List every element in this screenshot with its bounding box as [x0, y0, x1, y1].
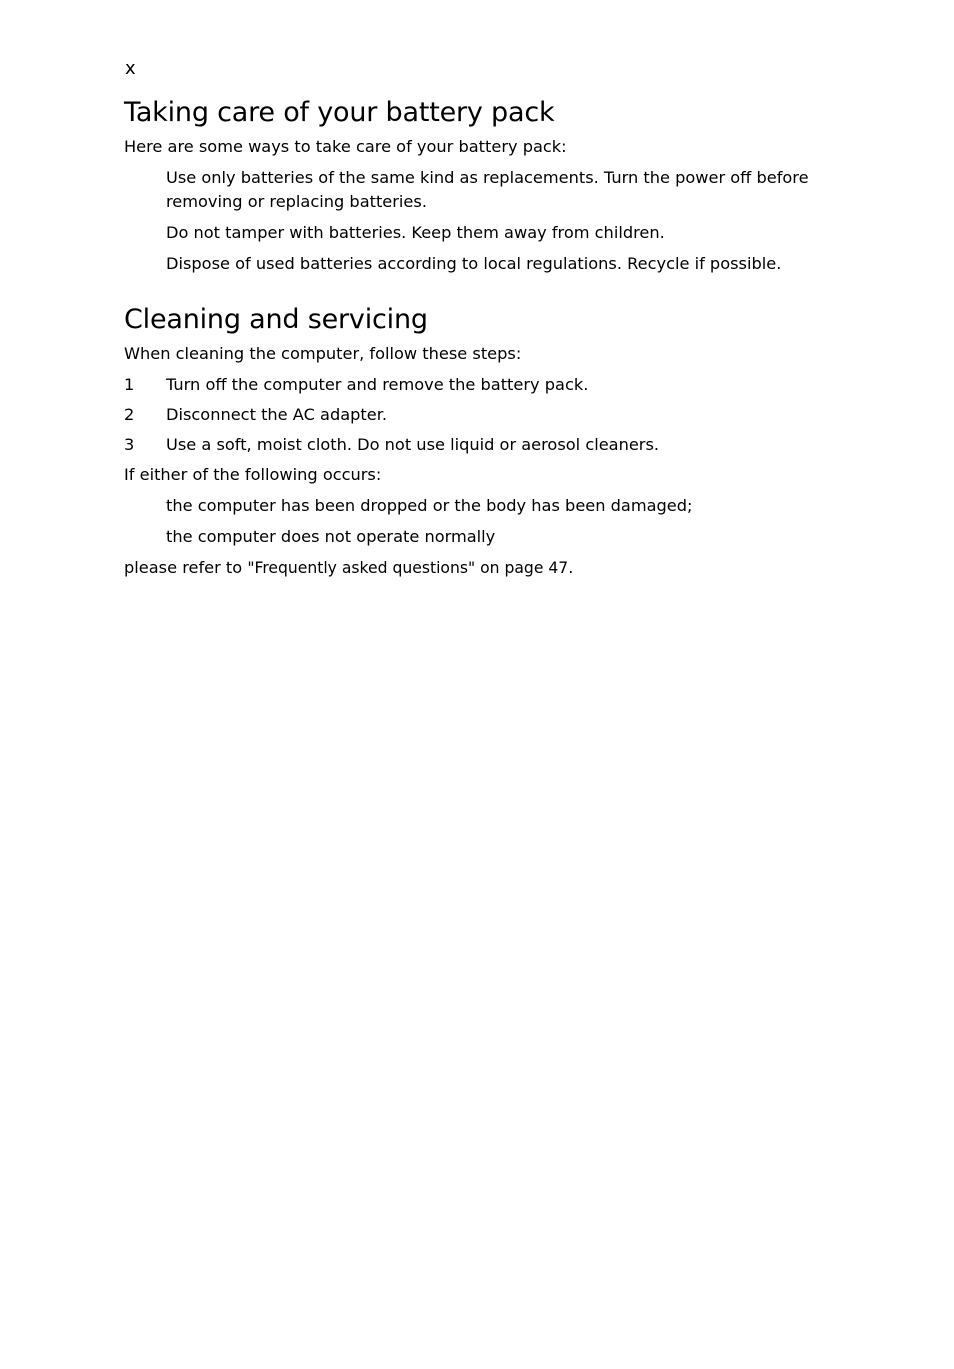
battery-item: Do not tamper with batteries. Keep them away from children. — [166, 223, 665, 242]
cleaning-step — [124, 373, 824, 397]
step-number: 1 — [124, 375, 135, 394]
step-text: Use a soft, moist cloth. Do not use liquid or aerosol cleaners. — [166, 435, 660, 454]
faq-cross-reference-link[interactable]: "Frequently asked questions" on page 47 — [247, 559, 569, 577]
cleaning-steps-list — [124, 373, 824, 457]
step-number: 3 — [124, 435, 135, 454]
cleaning-step — [124, 403, 824, 427]
cleaning-intro: When cleaning the computer, follow these steps: — [124, 344, 522, 363]
refer-suffix: . — [568, 558, 574, 577]
section-title-battery: Taking care of your battery pack — [124, 97, 555, 128]
step-text: Disconnect the AC adapter. — [166, 405, 388, 424]
condition-item: the computer has been dropped or the body has been damaged; — [166, 496, 693, 515]
battery-intro: Here are some ways to take care of your battery pack: — [124, 137, 567, 156]
section-title-cleaning: Cleaning and servicing — [124, 304, 428, 335]
battery-item: Dispose of used batteries according to local regulations. Recycle if possible. — [166, 254, 782, 273]
cleaning-step — [124, 433, 824, 457]
battery-item: Use only batteries of the same kind as replacements. Turn the power off before removing or replacing batteries. — [166, 168, 809, 211]
document-page — [124, 58, 824, 580]
conditions-intro: If either of the following occurs: — [124, 465, 382, 484]
refer-paragraph — [124, 556, 824, 580]
refer-prefix: please refer to — [124, 558, 248, 577]
step-number: 2 — [124, 405, 135, 424]
page-number: x — [125, 58, 136, 79]
step-text: Turn off the computer and remove the battery pack. — [166, 375, 589, 394]
condition-item: the computer does not operate normally — [166, 527, 496, 546]
